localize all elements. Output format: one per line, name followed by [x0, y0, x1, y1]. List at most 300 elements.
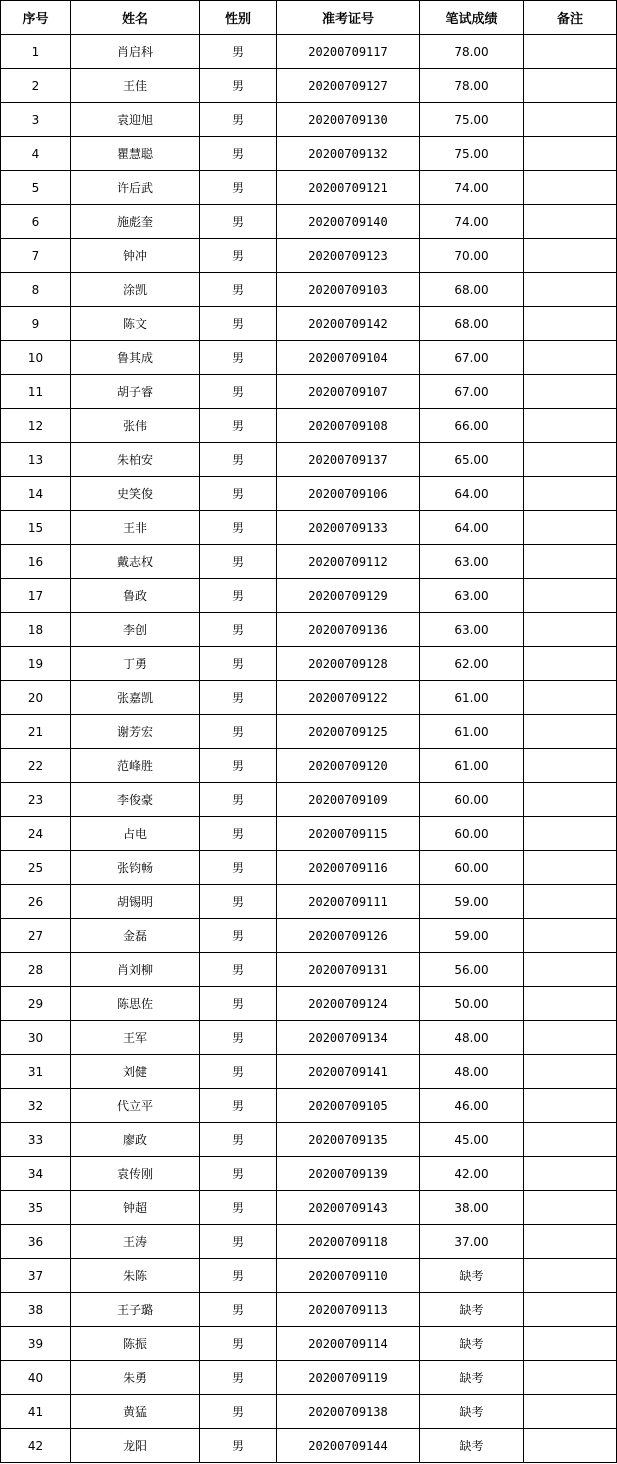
- cell-name: 陈文: [71, 307, 200, 341]
- cell-gender: 男: [200, 171, 277, 205]
- table-row: [1, 443, 617, 477]
- cell-score: 缺考: [420, 1327, 524, 1361]
- cell-note: [524, 205, 617, 239]
- cell-score: 61.00: [420, 715, 524, 749]
- cell-no: 26: [1, 885, 71, 919]
- cell-name: 金磊: [71, 919, 200, 953]
- cell-score: 64.00: [420, 511, 524, 545]
- cell-note: [524, 409, 617, 443]
- table-row: [1, 1055, 617, 1089]
- cell-note: [524, 1123, 617, 1157]
- cell-exam-id: 20200709130: [277, 103, 420, 137]
- cell-name: 陈振: [71, 1327, 200, 1361]
- cell-name: 张嘉凯: [71, 681, 200, 715]
- cell-name: 涂凯: [71, 273, 200, 307]
- cell-no: 34: [1, 1157, 71, 1191]
- cell-note: [524, 273, 617, 307]
- cell-name: 李俊豪: [71, 783, 200, 817]
- cell-name: 黄猛: [71, 1395, 200, 1429]
- cell-note: [524, 817, 617, 851]
- cell-exam-id: 20200709115: [277, 817, 420, 851]
- cell-no: 14: [1, 477, 71, 511]
- cell-score: 74.00: [420, 171, 524, 205]
- cell-score: 42.00: [420, 1157, 524, 1191]
- cell-note: [524, 35, 617, 69]
- cell-score: 60.00: [420, 817, 524, 851]
- cell-exam-id: 20200709143: [277, 1191, 420, 1225]
- cell-exam-id: 20200709104: [277, 341, 420, 375]
- cell-no: 35: [1, 1191, 71, 1225]
- cell-no: 5: [1, 171, 71, 205]
- cell-gender: 男: [200, 987, 277, 1021]
- cell-gender: 男: [200, 715, 277, 749]
- table-row: [1, 375, 617, 409]
- cell-score: 46.00: [420, 1089, 524, 1123]
- cell-exam-id: 20200709129: [277, 579, 420, 613]
- cell-name: 王子璐: [71, 1293, 200, 1327]
- cell-score: 70.00: [420, 239, 524, 273]
- cell-score: 75.00: [420, 137, 524, 171]
- cell-no: 10: [1, 341, 71, 375]
- cell-gender: 男: [200, 647, 277, 681]
- cell-exam-id: 20200709135: [277, 1123, 420, 1157]
- cell-exam-id: 20200709144: [277, 1429, 420, 1463]
- cell-score: 缺考: [420, 1429, 524, 1463]
- cell-score: 64.00: [420, 477, 524, 511]
- cell-exam-id: 20200709134: [277, 1021, 420, 1055]
- cell-no: 37: [1, 1259, 71, 1293]
- cell-exam-id: 20200709136: [277, 613, 420, 647]
- cell-gender: 男: [200, 1327, 277, 1361]
- cell-name: 史笑俊: [71, 477, 200, 511]
- cell-note: [524, 749, 617, 783]
- cell-no: 19: [1, 647, 71, 681]
- cell-exam-id: 20200709109: [277, 783, 420, 817]
- cell-gender: 男: [200, 1123, 277, 1157]
- cell-note: [524, 511, 617, 545]
- cell-exam-id: 20200709111: [277, 885, 420, 919]
- cell-exam-id: 20200709140: [277, 205, 420, 239]
- cell-note: [524, 1225, 617, 1259]
- cell-exam-id: 20200709122: [277, 681, 420, 715]
- cell-name: 代立平: [71, 1089, 200, 1123]
- cell-gender: 男: [200, 511, 277, 545]
- table-row: [1, 511, 617, 545]
- cell-gender: 男: [200, 749, 277, 783]
- cell-score: 60.00: [420, 783, 524, 817]
- cell-gender: 男: [200, 545, 277, 579]
- cell-score: 61.00: [420, 681, 524, 715]
- table-row: [1, 681, 617, 715]
- cell-note: [524, 681, 617, 715]
- cell-name: 张伟: [71, 409, 200, 443]
- cell-name: 丁勇: [71, 647, 200, 681]
- table-row: [1, 579, 617, 613]
- cell-name: 谢芳宏: [71, 715, 200, 749]
- cell-exam-id: 20200709116: [277, 851, 420, 885]
- cell-exam-id: 20200709120: [277, 749, 420, 783]
- cell-exam-id: 20200709132: [277, 137, 420, 171]
- header-note: 备注: [524, 1, 617, 35]
- table-row: [1, 1123, 617, 1157]
- cell-note: [524, 783, 617, 817]
- cell-note: [524, 1191, 617, 1225]
- table-row: [1, 817, 617, 851]
- cell-exam-id: 20200709141: [277, 1055, 420, 1089]
- cell-score: 65.00: [420, 443, 524, 477]
- cell-exam-id: 20200709124: [277, 987, 420, 1021]
- cell-no: 24: [1, 817, 71, 851]
- cell-score: 59.00: [420, 885, 524, 919]
- cell-gender: 男: [200, 1089, 277, 1123]
- table-row: [1, 715, 617, 749]
- table-row: [1, 1089, 617, 1123]
- table-row: [1, 307, 617, 341]
- cell-note: [524, 171, 617, 205]
- cell-no: 40: [1, 1361, 71, 1395]
- table-row: [1, 647, 617, 681]
- cell-gender: 男: [200, 885, 277, 919]
- cell-no: 1: [1, 35, 71, 69]
- cell-no: 15: [1, 511, 71, 545]
- cell-exam-id: 20200709138: [277, 1395, 420, 1429]
- header-no: 序号: [1, 1, 71, 35]
- cell-score: 38.00: [420, 1191, 524, 1225]
- cell-gender: 男: [200, 613, 277, 647]
- cell-no: 33: [1, 1123, 71, 1157]
- cell-score: 缺考: [420, 1259, 524, 1293]
- cell-gender: 男: [200, 1395, 277, 1429]
- cell-note: [524, 69, 617, 103]
- header-score: 笔试成绩: [420, 1, 524, 35]
- cell-no: 32: [1, 1089, 71, 1123]
- cell-gender: 男: [200, 1191, 277, 1225]
- cell-score: 78.00: [420, 35, 524, 69]
- cell-exam-id: 20200709103: [277, 273, 420, 307]
- table-row: [1, 69, 617, 103]
- cell-exam-id: 20200709117: [277, 35, 420, 69]
- cell-name: 王涛: [71, 1225, 200, 1259]
- cell-note: [524, 1293, 617, 1327]
- cell-name: 胡锡明: [71, 885, 200, 919]
- cell-gender: 男: [200, 443, 277, 477]
- cell-exam-id: 20200709107: [277, 375, 420, 409]
- table-row: [1, 545, 617, 579]
- cell-gender: 男: [200, 817, 277, 851]
- cell-score: 78.00: [420, 69, 524, 103]
- table-row: [1, 1361, 617, 1395]
- table-row: [1, 613, 617, 647]
- cell-note: [524, 1429, 617, 1463]
- cell-gender: 男: [200, 1361, 277, 1395]
- cell-note: [524, 137, 617, 171]
- cell-gender: 男: [200, 1259, 277, 1293]
- cell-gender: 男: [200, 137, 277, 171]
- cell-no: 39: [1, 1327, 71, 1361]
- cell-no: 21: [1, 715, 71, 749]
- cell-note: [524, 647, 617, 681]
- cell-no: 22: [1, 749, 71, 783]
- cell-name: 肖刘柳: [71, 953, 200, 987]
- table-row: [1, 1429, 617, 1463]
- cell-name: 陈思佐: [71, 987, 200, 1021]
- cell-gender: 男: [200, 35, 277, 69]
- header-name: 姓名: [71, 1, 200, 35]
- cell-note: [524, 545, 617, 579]
- cell-no: 23: [1, 783, 71, 817]
- cell-note: [524, 919, 617, 953]
- cell-no: 25: [1, 851, 71, 885]
- cell-note: [524, 1395, 617, 1429]
- cell-no: 9: [1, 307, 71, 341]
- cell-name: 廖政: [71, 1123, 200, 1157]
- cell-name: 范峰胜: [71, 749, 200, 783]
- cell-note: [524, 851, 617, 885]
- cell-gender: 男: [200, 1293, 277, 1327]
- cell-no: 17: [1, 579, 71, 613]
- cell-note: [524, 1055, 617, 1089]
- cell-no: 28: [1, 953, 71, 987]
- cell-gender: 男: [200, 851, 277, 885]
- cell-no: 16: [1, 545, 71, 579]
- cell-gender: 男: [200, 239, 277, 273]
- cell-score: 48.00: [420, 1021, 524, 1055]
- cell-exam-id: 20200709113: [277, 1293, 420, 1327]
- cell-no: 29: [1, 987, 71, 1021]
- cell-gender: 男: [200, 273, 277, 307]
- table-row: [1, 171, 617, 205]
- cell-gender: 男: [200, 1021, 277, 1055]
- cell-gender: 男: [200, 783, 277, 817]
- cell-exam-id: 20200709112: [277, 545, 420, 579]
- cell-name: 袁传刚: [71, 1157, 200, 1191]
- table-row: [1, 919, 617, 953]
- table-row: [1, 885, 617, 919]
- cell-name: 李创: [71, 613, 200, 647]
- cell-score: 63.00: [420, 579, 524, 613]
- cell-name: 戴志权: [71, 545, 200, 579]
- cell-note: [524, 885, 617, 919]
- cell-exam-id: 20200709123: [277, 239, 420, 273]
- table-row: [1, 783, 617, 817]
- cell-note: [524, 239, 617, 273]
- cell-name: 肖启科: [71, 35, 200, 69]
- cell-exam-id: 20200709125: [277, 715, 420, 749]
- cell-no: 36: [1, 1225, 71, 1259]
- cell-name: 许后武: [71, 171, 200, 205]
- cell-gender: 男: [200, 477, 277, 511]
- cell-note: [524, 987, 617, 1021]
- cell-score: 59.00: [420, 919, 524, 953]
- cell-gender: 男: [200, 1225, 277, 1259]
- table-row: [1, 749, 617, 783]
- cell-name: 朱柏安: [71, 443, 200, 477]
- cell-exam-id: 20200709131: [277, 953, 420, 987]
- cell-exam-id: 20200709137: [277, 443, 420, 477]
- cell-note: [524, 715, 617, 749]
- table-row: [1, 1327, 617, 1361]
- cell-gender: 男: [200, 69, 277, 103]
- cell-name: 朱勇: [71, 1361, 200, 1395]
- cell-exam-id: 20200709106: [277, 477, 420, 511]
- table-row: [1, 851, 617, 885]
- cell-no: 13: [1, 443, 71, 477]
- cell-name: 龙阳: [71, 1429, 200, 1463]
- cell-no: 27: [1, 919, 71, 953]
- cell-score: 74.00: [420, 205, 524, 239]
- cell-score: 56.00: [420, 953, 524, 987]
- cell-name: 瞿慧聪: [71, 137, 200, 171]
- table-row: [1, 477, 617, 511]
- table-row: [1, 1395, 617, 1429]
- cell-gender: 男: [200, 205, 277, 239]
- cell-name: 朱陈: [71, 1259, 200, 1293]
- cell-note: [524, 477, 617, 511]
- cell-name: 钟冲: [71, 239, 200, 273]
- cell-no: 30: [1, 1021, 71, 1055]
- cell-no: 7: [1, 239, 71, 273]
- cell-score: 缺考: [420, 1361, 524, 1395]
- cell-exam-id: 20200709127: [277, 69, 420, 103]
- cell-note: [524, 613, 617, 647]
- table-row: [1, 409, 617, 443]
- cell-name: 施彪奎: [71, 205, 200, 239]
- cell-exam-id: 20200709139: [277, 1157, 420, 1191]
- table-row: [1, 341, 617, 375]
- table-row: [1, 273, 617, 307]
- cell-name: 胡子睿: [71, 375, 200, 409]
- header-gender: 性别: [200, 1, 277, 35]
- cell-name: 占电: [71, 817, 200, 851]
- cell-note: [524, 341, 617, 375]
- cell-score: 68.00: [420, 273, 524, 307]
- table-row: [1, 1259, 617, 1293]
- table-row: [1, 1157, 617, 1191]
- cell-no: 6: [1, 205, 71, 239]
- cell-no: 41: [1, 1395, 71, 1429]
- table-row: [1, 953, 617, 987]
- cell-score: 67.00: [420, 341, 524, 375]
- table-row: [1, 137, 617, 171]
- cell-name: 王军: [71, 1021, 200, 1055]
- cell-exam-id: 20200709121: [277, 171, 420, 205]
- cell-note: [524, 1157, 617, 1191]
- cell-name: 张钧畅: [71, 851, 200, 885]
- cell-name: 鲁政: [71, 579, 200, 613]
- cell-no: 42: [1, 1429, 71, 1463]
- cell-note: [524, 307, 617, 341]
- table-row: [1, 1225, 617, 1259]
- table-row: [1, 1191, 617, 1225]
- cell-gender: 男: [200, 953, 277, 987]
- cell-note: [524, 1021, 617, 1055]
- cell-score: 45.00: [420, 1123, 524, 1157]
- table-row: [1, 1293, 617, 1327]
- cell-exam-id: 20200709119: [277, 1361, 420, 1395]
- cell-gender: 男: [200, 681, 277, 715]
- cell-exam-id: 20200709114: [277, 1327, 420, 1361]
- cell-score: 缺考: [420, 1293, 524, 1327]
- cell-score: 63.00: [420, 613, 524, 647]
- table-row: [1, 205, 617, 239]
- cell-score: 66.00: [420, 409, 524, 443]
- cell-name: 袁迎旭: [71, 103, 200, 137]
- cell-exam-id: 20200709133: [277, 511, 420, 545]
- cell-note: [524, 1327, 617, 1361]
- cell-gender: 男: [200, 1055, 277, 1089]
- cell-no: 11: [1, 375, 71, 409]
- cell-no: 31: [1, 1055, 71, 1089]
- cell-gender: 男: [200, 307, 277, 341]
- cell-name: 刘健: [71, 1055, 200, 1089]
- cell-gender: 男: [200, 341, 277, 375]
- cell-exam-id: 20200709118: [277, 1225, 420, 1259]
- cell-gender: 男: [200, 919, 277, 953]
- cell-score: 37.00: [420, 1225, 524, 1259]
- table-row: [1, 987, 617, 1021]
- cell-note: [524, 579, 617, 613]
- cell-note: [524, 443, 617, 477]
- header-exam-id: 准考证号: [277, 1, 420, 35]
- cell-note: [524, 1361, 617, 1395]
- table-row: [1, 103, 617, 137]
- cell-score: 缺考: [420, 1395, 524, 1429]
- cell-score: 60.00: [420, 851, 524, 885]
- cell-score: 75.00: [420, 103, 524, 137]
- cell-name: 鲁其成: [71, 341, 200, 375]
- cell-gender: 男: [200, 409, 277, 443]
- table-row: [1, 239, 617, 273]
- cell-exam-id: 20200709108: [277, 409, 420, 443]
- cell-no: 3: [1, 103, 71, 137]
- cell-gender: 男: [200, 579, 277, 613]
- cell-gender: 男: [200, 1157, 277, 1191]
- table-body: [1, 35, 617, 1463]
- cell-gender: 男: [200, 1429, 277, 1463]
- table-row: [1, 1021, 617, 1055]
- cell-note: [524, 103, 617, 137]
- table-header: [1, 1, 617, 35]
- cell-no: 8: [1, 273, 71, 307]
- cell-no: 18: [1, 613, 71, 647]
- cell-name: 王非: [71, 511, 200, 545]
- cell-score: 63.00: [420, 545, 524, 579]
- cell-no: 2: [1, 69, 71, 103]
- cell-note: [524, 375, 617, 409]
- cell-exam-id: 20200709142: [277, 307, 420, 341]
- cell-no: 12: [1, 409, 71, 443]
- cell-gender: 男: [200, 103, 277, 137]
- cell-score: 48.00: [420, 1055, 524, 1089]
- cell-score: 62.00: [420, 647, 524, 681]
- cell-exam-id: 20200709105: [277, 1089, 420, 1123]
- cell-note: [524, 953, 617, 987]
- cell-name: 钟超: [71, 1191, 200, 1225]
- cell-gender: 男: [200, 375, 277, 409]
- cell-exam-id: 20200709126: [277, 919, 420, 953]
- cell-no: 38: [1, 1293, 71, 1327]
- cell-score: 61.00: [420, 749, 524, 783]
- cell-note: [524, 1259, 617, 1293]
- cell-no: 20: [1, 681, 71, 715]
- cell-no: 4: [1, 137, 71, 171]
- cell-score: 67.00: [420, 375, 524, 409]
- cell-name: 王佳: [71, 69, 200, 103]
- table-row: [1, 35, 617, 69]
- cell-note: [524, 1089, 617, 1123]
- cell-exam-id: 20200709128: [277, 647, 420, 681]
- header-row: [1, 1, 617, 35]
